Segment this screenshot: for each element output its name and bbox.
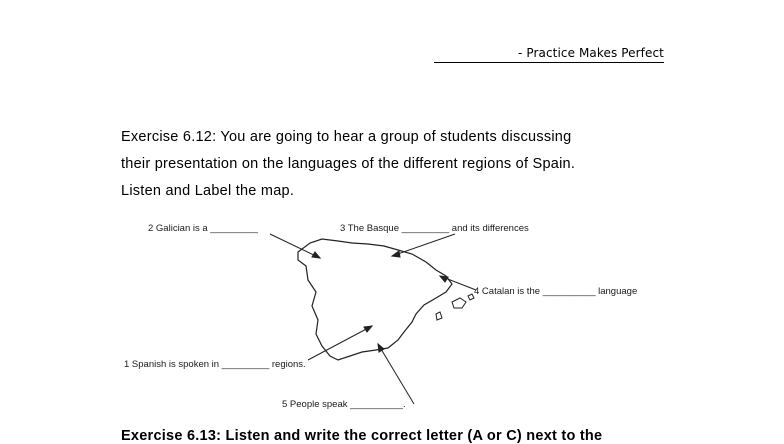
next-exercise-heading: Exercise 6.13: Listen and write the correct letter (A or C) next to the [121,428,603,444]
instruction-line: Exercise 6.12: You are going to hear a group of students discussing [121,129,572,145]
arrow-2 [270,234,320,258]
header-text: - Practice Makes Perfect [517,46,664,60]
instruction-line: their presentation on the languages of the different regions of Spain. [121,156,576,172]
balearic-island [452,298,466,308]
spain-outline [298,239,452,360]
map-label-2: 2 Galician is a _________ [148,223,258,234]
map-label-3: 3 The Basque _________ and its differences [340,223,529,234]
arrow-3 [392,234,455,256]
arrow-5 [378,344,414,404]
map-label-1: 1 Spanish is spoken in _________ regions. [124,359,306,370]
map-label-4: 4 Catalan is the __________ language [474,286,638,297]
arrow-1 [308,326,372,360]
balearic-island [436,312,442,320]
instruction-line: Listen and Label the map. [121,183,295,199]
map-label-5: 5 People speak __________. [282,399,406,410]
